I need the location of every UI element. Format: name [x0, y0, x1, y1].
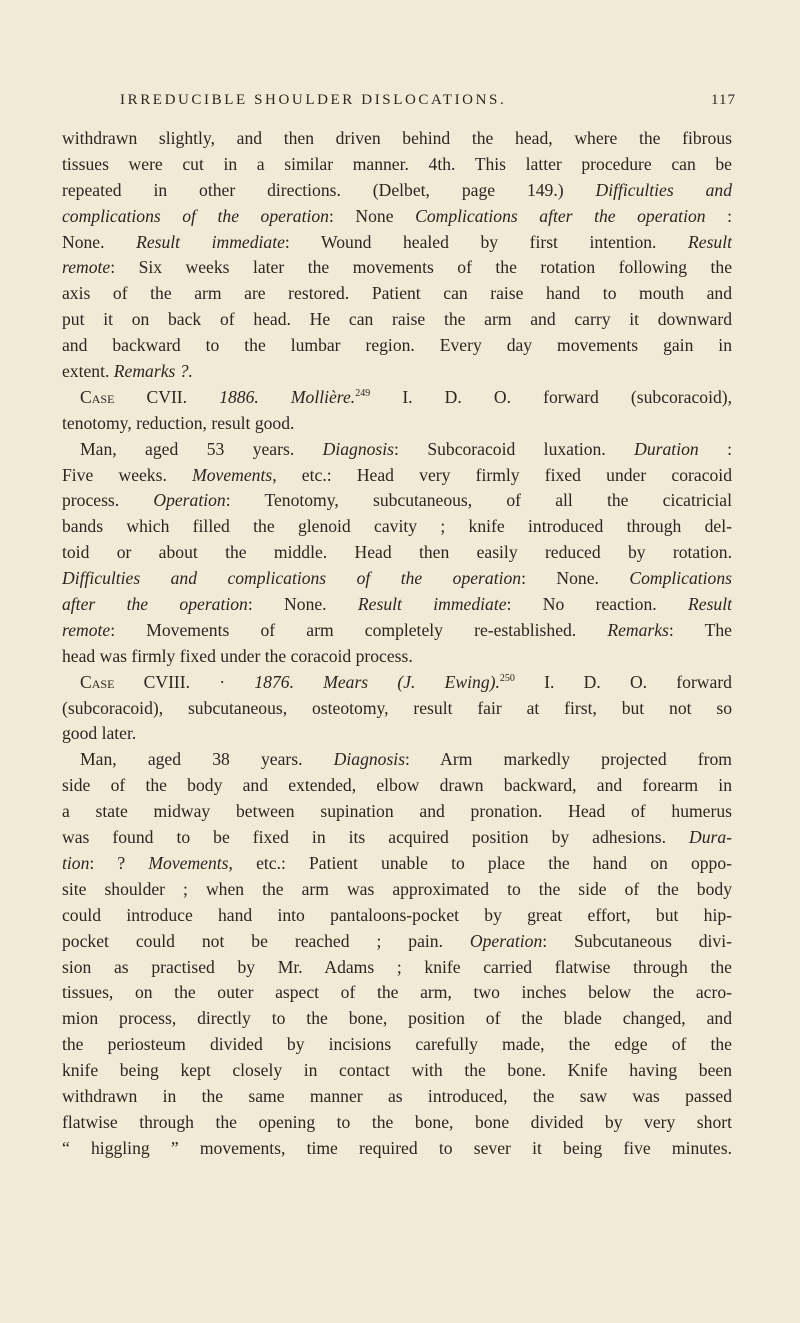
- italic-text: Diagnosis: [322, 438, 395, 459]
- text-line: [62, 592, 732, 618]
- italic-text: 1876. Mears (J. Ewing).: [254, 671, 500, 692]
- text-run: withdrawn slightly, and then driven behind the head, where the fibrous: [62, 128, 732, 148]
- text-line: [62, 514, 732, 540]
- text-run: was found to be fixed in its acquired position by adhesions.: [62, 827, 689, 848]
- italic-text: complications of the operation: [62, 205, 329, 226]
- text-line: [62, 281, 732, 307]
- text-run: : No reaction.: [506, 594, 689, 615]
- text-run: : None.: [521, 568, 630, 589]
- italic-text: Remarks: [607, 619, 669, 640]
- page-number: 117: [711, 92, 736, 108]
- text-line: [62, 825, 732, 851]
- text-run: Five weeks.: [62, 464, 193, 485]
- italic-text: Result: [688, 594, 732, 615]
- text-line: [62, 126, 732, 152]
- italic-text: Difficulties and: [595, 179, 732, 200]
- italic-text: Duration: [634, 438, 699, 459]
- text-run: “ higgling ” movements, time required to sever it being five minutes.: [62, 1137, 732, 1158]
- italic-text: tion: [62, 852, 90, 873]
- text-run: head was firmly fixed under the coracoid process.: [62, 645, 413, 666]
- text-run: : Movements of arm completely re-established.: [110, 619, 608, 640]
- text-run: : ?: [89, 852, 149, 873]
- text-run: , etc.: Patient unable to place the hand on oppo-: [228, 852, 732, 873]
- text-run: : Tenotomy, subcutaneous, of all the cicatricial: [225, 490, 732, 511]
- text-line: [62, 721, 732, 747]
- text-run: put it on back of head. He can raise the arm and carry it downward: [62, 309, 732, 330]
- text-run: axis of the arm are restored. Patient can raise hand to mouth and: [62, 283, 732, 304]
- text-run: tissues were cut in a similar manner. 4th. This latter procedure can be: [62, 153, 732, 174]
- text-run: a state midway between supination and pronation. Head of humerus: [62, 801, 732, 822]
- italic-text: Dura-: [688, 827, 732, 848]
- text-line: [62, 903, 732, 929]
- text-run: : Six weeks later the movements of the rotation following the: [110, 257, 732, 278]
- italic-text: Result: [688, 231, 732, 252]
- text-line: [62, 204, 732, 230]
- text-line: [62, 955, 732, 981]
- italic-text: Remarks ?.: [113, 361, 193, 382]
- text-run: tenotomy, reduction, result good.: [62, 412, 295, 433]
- text-run: withdrawn in the same manner as introduced, the saw was passed: [62, 1085, 732, 1106]
- italic-text: Result immediate: [136, 231, 285, 252]
- text-line: [62, 566, 732, 592]
- text-line: [62, 152, 732, 178]
- text-run: Man, aged 53 years.: [80, 438, 323, 459]
- text-line: [62, 851, 732, 877]
- text-run: good later.: [62, 723, 137, 744]
- italic-text: Operation: [469, 930, 543, 951]
- text-line: [62, 644, 732, 670]
- text-run: repeated in other directions. (Delbet, page 149.): [62, 179, 596, 200]
- italic-text: Complications after the operation: [415, 205, 706, 226]
- text-line: [62, 696, 732, 722]
- text-run: None.: [62, 231, 137, 252]
- text-line: [62, 877, 732, 903]
- text-run: I. D. O. forward: [514, 671, 732, 692]
- text-run: the periosteum divided by incisions carefully made, the edge of the: [62, 1034, 732, 1055]
- text-line: [62, 437, 732, 463]
- text-line: [62, 488, 732, 514]
- body-text: [62, 126, 732, 1162]
- italic-text: Movements: [148, 852, 229, 873]
- text-line: [62, 463, 732, 489]
- text-run: Man, aged 38 years.: [80, 749, 334, 770]
- text-run: could introduce hand into pantaloons-pocket by great effort, but hip-: [62, 904, 732, 925]
- text-line: [62, 411, 732, 437]
- italic-text: Diagnosis: [333, 749, 406, 770]
- italic-text: after the operation: [62, 594, 248, 615]
- text-run: bands which filled the glenoid cavity ; knife introduced through del-: [62, 516, 732, 537]
- text-run: pocket could not be reached ; pain.: [62, 930, 470, 951]
- text-line: [62, 670, 732, 696]
- text-line: [62, 359, 732, 385]
- text-run: toid or about the middle. Head then easily reduced by rotation.: [62, 542, 732, 563]
- text-line: [62, 540, 732, 566]
- text-run: side of the body and extended, elbow drawn backward, and forearm in: [62, 775, 732, 796]
- text-line: [62, 385, 732, 411]
- text-line: [62, 307, 732, 333]
- text-line: [62, 799, 732, 825]
- italic-text: remote: [62, 257, 111, 278]
- text-run: sion as practised by Mr. Adams ; knife carried flatwise through the: [62, 956, 732, 977]
- italic-text: Movements: [192, 464, 273, 485]
- text-line: [62, 980, 732, 1006]
- text-line: [62, 1006, 732, 1032]
- text-line: [62, 1084, 732, 1110]
- text-line: [62, 255, 732, 281]
- text-line: [62, 618, 732, 644]
- text-run: : Subcoracoid luxation.: [394, 438, 635, 459]
- text-run: Case: [80, 671, 115, 692]
- text-line: [62, 178, 732, 204]
- text-line: [62, 333, 732, 359]
- text-run: : Wound healed by first intention.: [284, 231, 689, 252]
- text-line: [62, 230, 732, 256]
- footnote-ref: 250: [499, 672, 515, 684]
- text-run: flatwise through the opening to the bone, bone divided by very short: [62, 1111, 732, 1132]
- italic-text: Operation: [153, 490, 226, 511]
- text-run: site shoulder ; when the arm was approximated to the side of the body: [62, 878, 732, 899]
- text-run: : Arm markedly projected from: [405, 749, 732, 770]
- text-run: :: [698, 438, 732, 459]
- italic-text: Result immediate: [357, 594, 507, 615]
- text-run: tissues, on the outer aspect of the arm, two inches below the acro-: [62, 982, 732, 1003]
- text-run: knife being kept closely in contact with the bone. Knife having been: [62, 1060, 732, 1081]
- text-run: (subcoracoid), subcutaneous, osteotomy, result fair at first, but not so: [62, 697, 732, 718]
- text-line: [62, 1058, 732, 1084]
- text-line: [62, 929, 732, 955]
- text-run: : Subcutaneous divi-: [542, 930, 732, 951]
- text-line: [62, 1032, 732, 1058]
- page-header: [56, 88, 736, 118]
- text-run: and backward to the lumbar region. Every day movements gain in: [62, 335, 732, 356]
- text-line: [62, 1136, 732, 1162]
- text-run: Case: [80, 386, 115, 407]
- text-run: mion process, directly to the bone, position of the blade changed, and: [62, 1008, 732, 1029]
- text-run: CVII.: [114, 386, 220, 407]
- text-run: : The: [668, 619, 732, 640]
- text-run: process.: [62, 490, 154, 511]
- italic-text: remote: [62, 619, 111, 640]
- text-line: [62, 1110, 732, 1136]
- footnote-ref: 249: [355, 388, 371, 400]
- italic-text: 1886. Mollière.: [219, 386, 356, 407]
- text-line: [62, 747, 732, 773]
- text-run: extent.: [62, 361, 114, 382]
- text-run: CVIII. ·: [114, 671, 255, 692]
- text-line: [62, 773, 732, 799]
- text-run: : None: [328, 205, 416, 226]
- running-head: IRREDUCIBLE SHOULDER DISLOCATIONS.: [120, 92, 507, 108]
- text-run: I. D. O. forward (subcoracoid),: [370, 386, 732, 407]
- text-run: , etc.: Head very firmly fixed under coracoid: [272, 464, 732, 485]
- text-run: : None.: [247, 594, 358, 615]
- text-run: :: [705, 205, 732, 226]
- italic-text: Complications: [629, 568, 732, 589]
- italic-text: Difficulties and complications of the operation: [62, 568, 522, 589]
